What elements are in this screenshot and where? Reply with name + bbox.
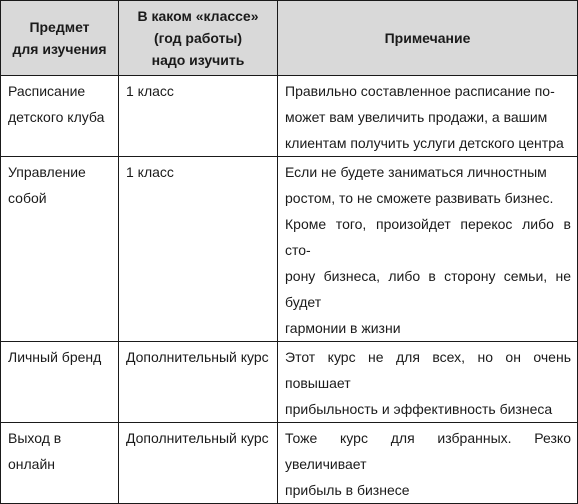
subject-line: детского клуба xyxy=(8,109,105,125)
table-row xyxy=(1,342,578,423)
header-subject xyxy=(1,1,119,76)
cell-grade: Дополнительный курс xyxy=(119,342,278,423)
cell-subject xyxy=(1,423,119,504)
cell-subject xyxy=(1,76,119,157)
cell-note xyxy=(278,423,578,504)
header-grade-line: надо изучить xyxy=(151,52,245,68)
header-row xyxy=(1,1,578,76)
note-line: может вам увеличить продажи, а вашим xyxy=(285,109,548,125)
cell-grade: 1 класс xyxy=(119,76,278,157)
table-row xyxy=(1,423,578,504)
subject-line: Расписание xyxy=(8,83,86,99)
header-subject-line: Предмет xyxy=(29,19,90,35)
note-line: Если не будете заниматься личностным xyxy=(285,164,547,180)
cell-note xyxy=(278,157,578,342)
note-line: прибыльность и эффективность бизнеса xyxy=(285,401,553,417)
subject-line: Управление xyxy=(8,164,86,180)
subject-line: Личный бренд xyxy=(8,349,102,365)
header-note xyxy=(278,1,578,76)
table-header xyxy=(1,1,578,76)
header-note-line: Примечание xyxy=(384,30,471,46)
cell-grade: Дополнительный курс xyxy=(119,423,278,504)
cell-subject xyxy=(1,157,119,342)
cell-subject xyxy=(1,342,119,423)
note-line: Тоже курс для избранных. Резко увеличивает xyxy=(285,430,571,472)
table-row xyxy=(1,157,578,342)
cell-note xyxy=(278,342,578,423)
table-row xyxy=(1,76,578,157)
subject-line: собой xyxy=(8,190,47,206)
note-line: Этот курс не для всех, но он очень повышает xyxy=(285,349,571,391)
note-line: рону бизнеса, либо в сторону семьи, не будет xyxy=(285,268,571,310)
header-grade-line: В каком «классе» xyxy=(137,8,259,24)
note-line: клиентам получить услуги детского центра xyxy=(285,135,564,151)
note-line: Кроме того, произойдет перекос либо в сто- xyxy=(285,216,571,258)
note-line: прибыль в бизнесе xyxy=(285,482,410,498)
note-line: Правильно составленное расписание по- xyxy=(285,83,555,99)
note-line: ростом, то не сможете развивать бизнес. xyxy=(285,190,554,206)
header-grade xyxy=(119,1,278,76)
header-grade-line: (год работы) xyxy=(153,30,243,46)
subject-line: Выход в онлайн xyxy=(8,430,62,472)
cell-note xyxy=(278,76,578,157)
table-body xyxy=(1,76,578,504)
note-line: гармонии в жизни xyxy=(285,320,401,336)
cell-grade: 1 класс xyxy=(119,157,278,342)
header-subject-line: для изучения xyxy=(12,41,107,57)
